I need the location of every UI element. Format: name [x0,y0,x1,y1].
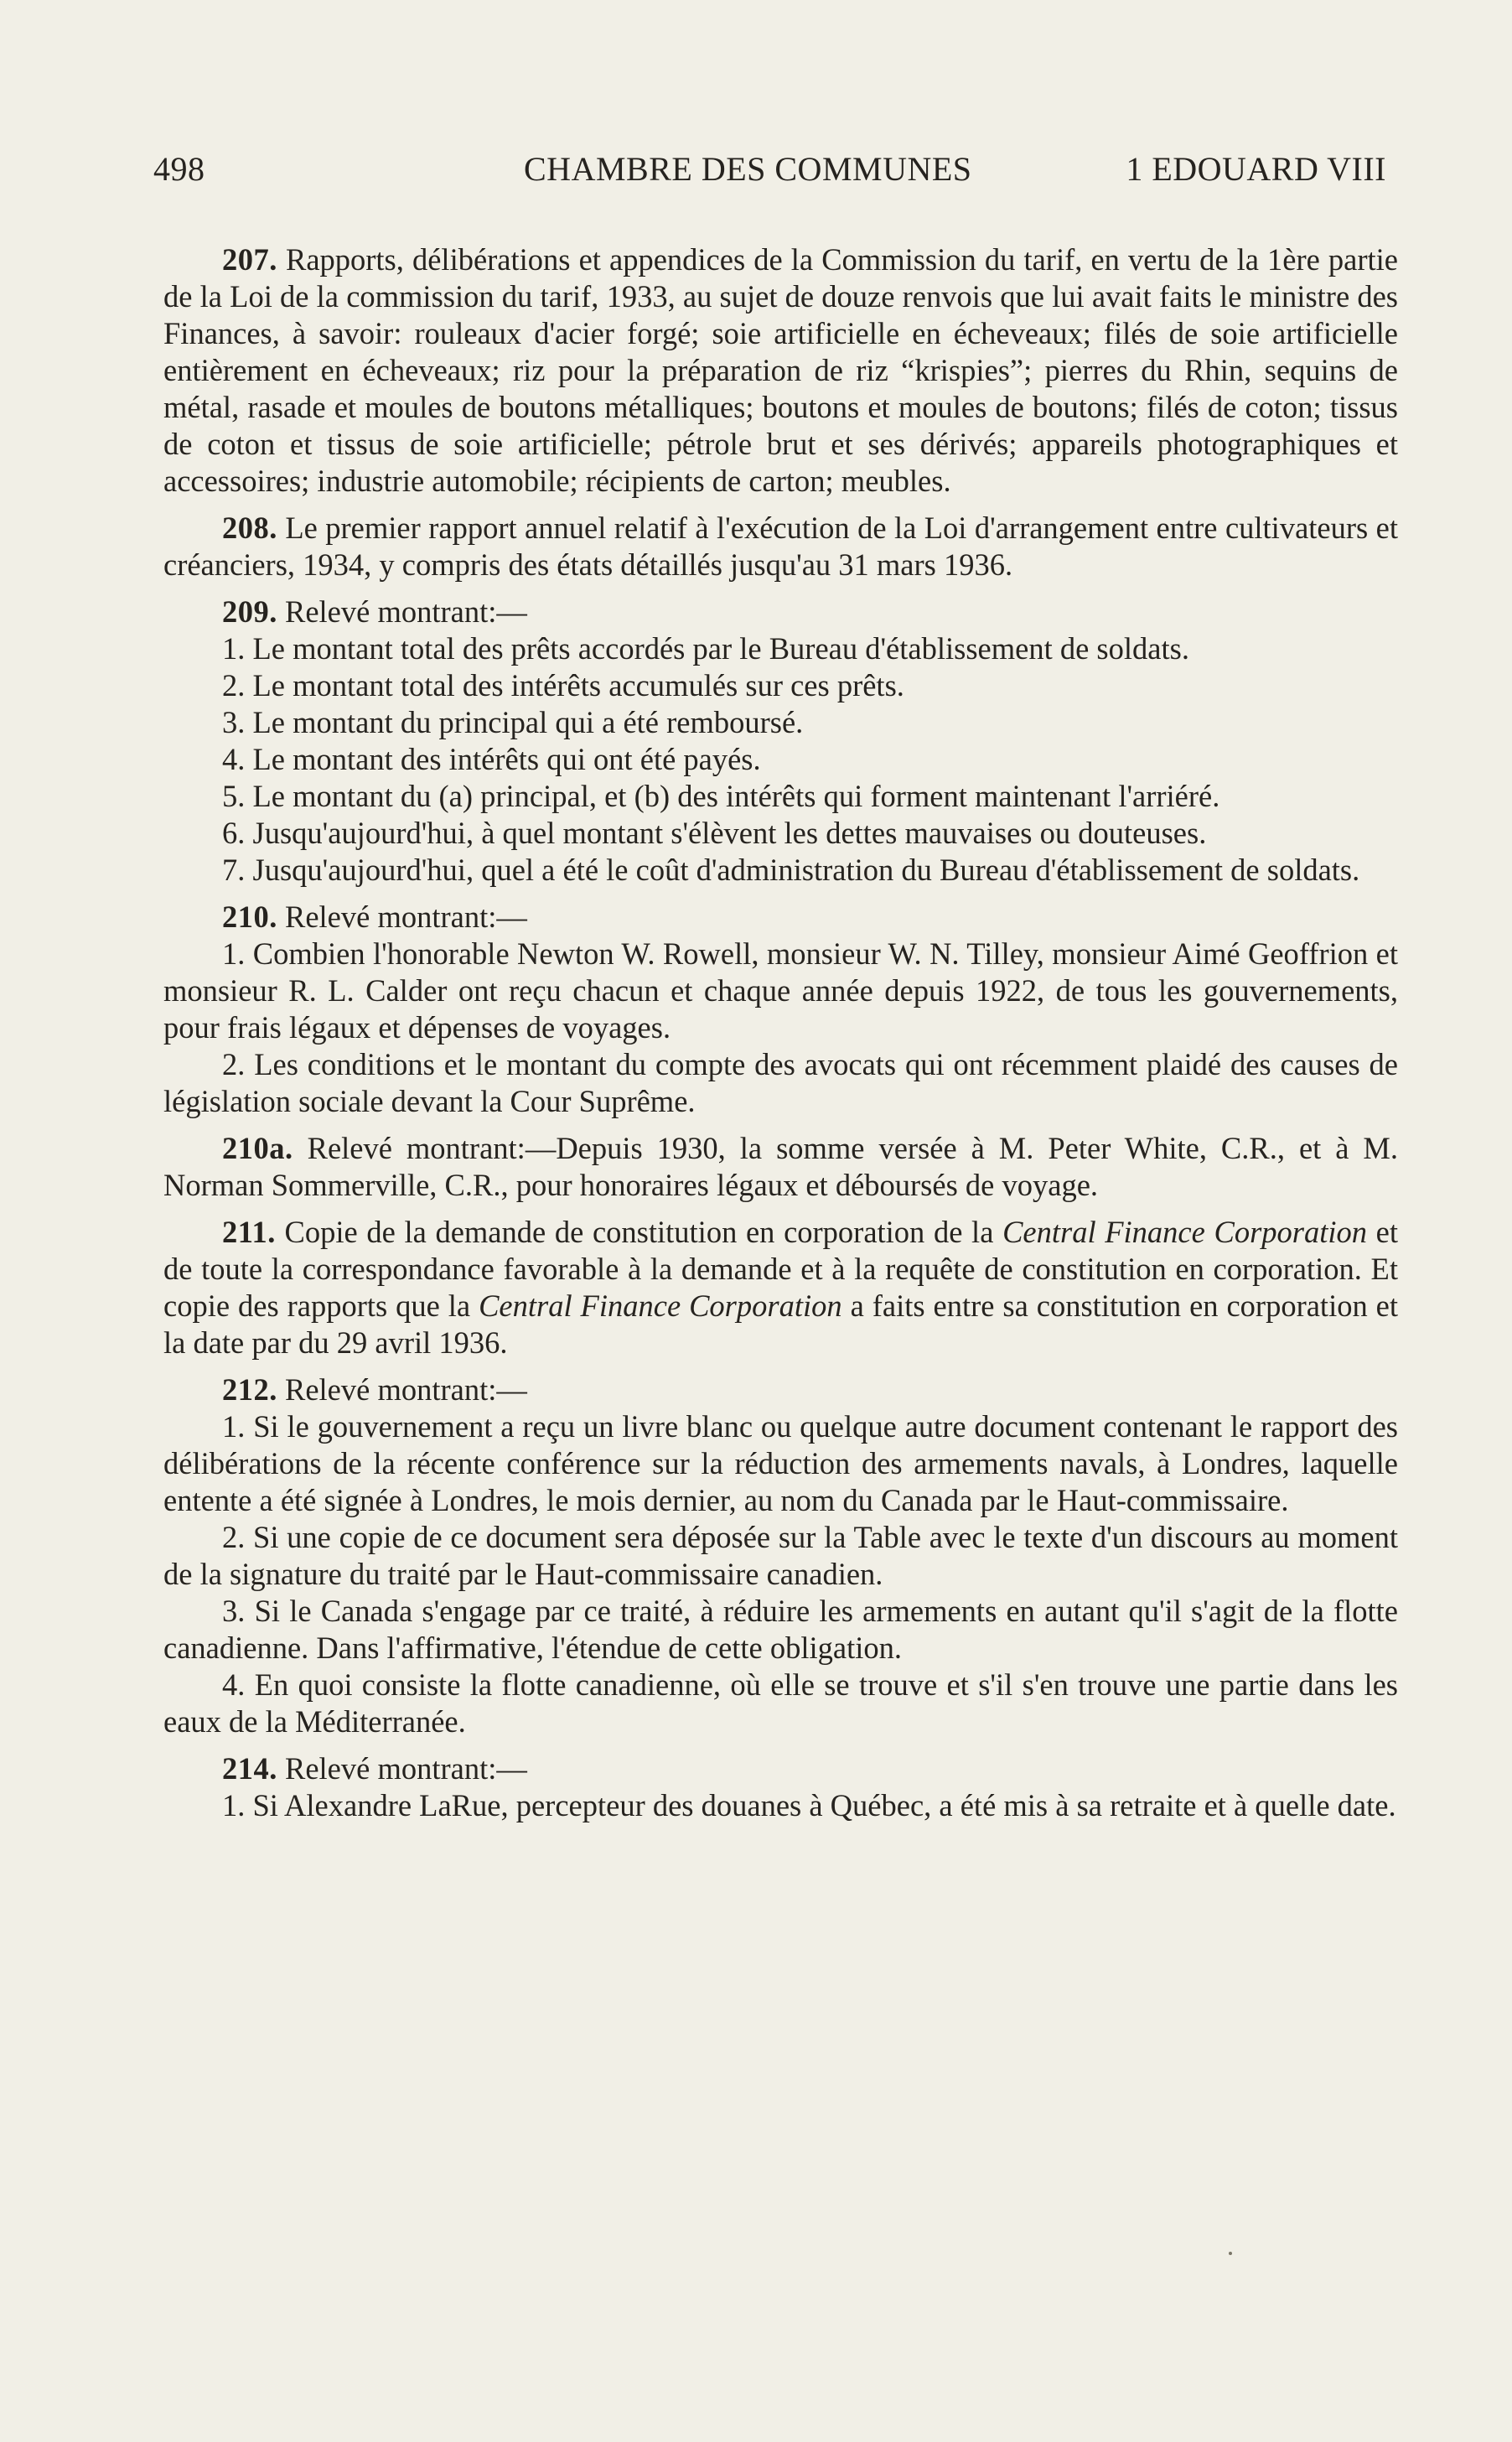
sub-item: 1. Si Alexandre LaRue, percepteur des douanes à Québec, a été mis à sa retraite et à quelle date. [222,1788,1396,1822]
item-text: Relevé montrant:— [285,900,527,934]
item-210 [163,899,1398,1120]
document-body [163,241,1398,1834]
item-number: 209. [222,594,277,629]
item-text: Relevé montrant:—Depuis 1930, la somme versée à M. Peter White, C.R., et à M. Norman Sommerville, C.R., pour honoraires légaux et déboursés de voyage. [163,1131,1398,1202]
item-number: 211. [222,1215,276,1249]
item-number: 214. [222,1751,277,1786]
sub-item: 4. Le montant des intérêts qui ont été payés. [222,742,761,776]
sub-item: 1. Combien l'honorable Newton W. Rowell, monsieur W. N. Tilley, monsieur Aimé Geoffrion et monsieur R. L. Calder ont reçu chacun et chaque année depuis 1922, de tous les gouvernements, pour frais légaux et dépenses de voyages. [163,936,1398,1045]
item-214 [163,1750,1398,1824]
item-number: 210a. [222,1131,293,1165]
sub-item: 7. Jusqu'aujourd'hui, quel a été le coût d'administration du Bureau d'établissement de soldats. [222,853,1360,887]
sub-item: 2. Les conditions et le montant du compte des avocats qui ont récemment plaidé des causes de législation sociale devant la Cour Suprême. [163,1047,1398,1118]
item-number: 207. [222,242,277,277]
item-208 [163,510,1398,583]
item-number: 210. [222,900,277,934]
item-text-part: a faits entre sa constitution en corporation et la date par du 29 avril 1936. [163,1288,1399,1360]
item-text: Relevé montrant:— [285,594,527,629]
item-210a [163,1130,1398,1204]
sub-item: 1. Si le gouvernement a reçu un livre blanc ou quelque autre document contenant le rapport des délibérations de la récente conférence sur la réduction des armements navals, à Londres, laquelle entente a été signée à Londres, le mois dernier, au nom du Canada par le Haut-commissaire. [163,1409,1398,1517]
sub-item: 3. Le montant du principal qui a été remboursé. [222,705,804,739]
sub-item: 4. En quoi consiste la flotte canadienne, où elle se trouve et s'il s'en trouve une partie dans les eaux de la Méditerranée. [163,1667,1398,1739]
item-211 [163,1214,1398,1361]
sub-item: 2. Si une copie de ce document sera déposée sur la Table avec le texte d'un discours au moment de la signature du traité par le Haut-commissaire canadien. [163,1520,1398,1591]
company-name: Central Finance Corporation [1002,1215,1368,1249]
company-name: Central Finance Corporation [479,1288,842,1323]
item-number: 212. [222,1372,277,1407]
running-edition: 1 EDOUARD VIII [1126,150,1386,188]
page-number: 498 [153,150,205,188]
running-title: CHAMBRE DES COMMUNES [524,150,972,188]
item-212 [163,1371,1398,1740]
sub-item: 6. Jusqu'aujourd'hui, à quel montant s'élèvent les dettes mauvaises ou douteuses. [222,816,1207,850]
item-text-part: Copie de la demande de constitution en corporation de la [284,1215,1003,1249]
item-207 [163,241,1398,500]
item-number: 208. [222,511,277,545]
item-text: Relevé montrant:— [285,1751,527,1786]
item-text: Relevé montrant:— [285,1372,527,1407]
sub-item: 5. Le montant du (a) principal, et (b) des intérêts qui forment maintenant l'arriéré. [222,779,1220,813]
item-text: Rapports, délibérations et appendices de la Commission du tarif, en vertu de la 1ère partie de la Loi de la commission du tarif, 1933, au sujet de douze renvois que lui avait faits le ministre des Finances, à savoir: rouleaux d'acier forgé; soie artificielle en écheveaux; filés de soie artificielle entièrement en écheveaux; riz pour la préparation de riz “krispies”; pierres du Rhin, sequins de métal, rasade et moules de boutons métalliques; boutons et moules de boutons; filés de coton; tissus de coton et tissus de soie artificielle; pétrole brut et ses dérivés; appareils photographiques et accessoires; industrie automobile; récipients de carton; meubles. [163,242,1399,498]
sub-item: 1. Le montant total des prêts accordés par le Bureau d'établissement de soldats. [222,631,1189,666]
item-209 [163,594,1398,889]
item-text: Le premier rapport annuel relatif à l'exécution de la Loi d'arrangement entre cultivateurs et créanciers, 1934, y compris des états détaillés jusqu'au 31 mars 1936. [163,511,1399,582]
sub-item: 3. Si le Canada s'engage par ce traité, à réduire les armements en autant qu'il s'agit de la flotte canadienne. Dans l'affirmative, l'étendue de cette obligation. [163,1594,1398,1665]
page-header [153,149,1386,200]
paper-speck [1229,2252,1232,2255]
item-text-part: et de toute la correspondance favorable à la demande et à la requête de constitution en corporation. Et copie des rapports que la [163,1215,1399,1323]
sub-item: 2. Le montant total des intérêts accumulés sur ces prêts. [222,668,904,703]
